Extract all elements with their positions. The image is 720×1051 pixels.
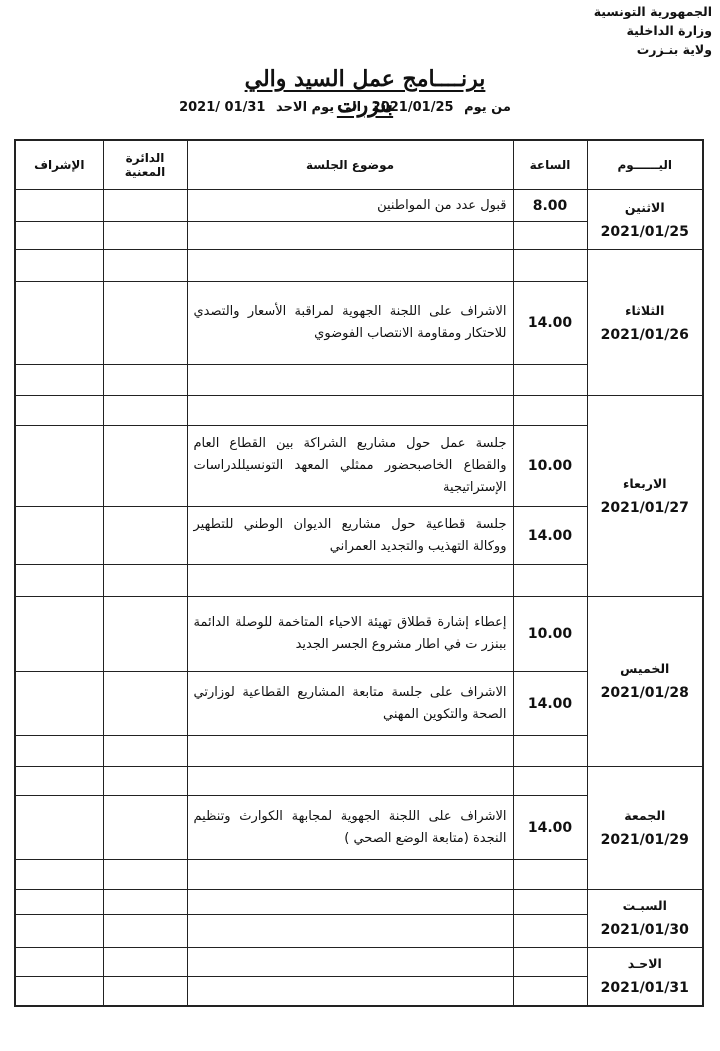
day-cell: الاثنين 2021/01/25 [587,190,703,250]
topic-cell: إعطاء إشارة قطلاق تهيئة الاحياء المتاخمة للوصلة الدائمة ببنزر ت في اطار مشروع الجسر الجديد [187,596,513,671]
date-range-to: 2021/ 01/31 [179,100,266,115]
letterhead-ministry: وزارة الداخلية [626,23,712,38]
date-range-from-label: من يوم [464,100,511,115]
date-range-from: 2021/01/25 [371,100,454,115]
topic-cell: قبول عدد من المواطنين [187,190,513,222]
schedule-table [14,139,704,1007]
hour-cell: 14.00 [513,795,587,860]
day-cell: الاحـد 2021/01/31 [587,947,703,1006]
table-row [15,596,703,671]
header-day: اليــــــوم [587,140,703,190]
table-row [15,250,703,281]
day-cell: السبـت 2021/01/30 [587,889,703,947]
date-range-to-label: الى يوم الاحد [276,100,362,115]
header-hour: الساعة [513,140,587,190]
day-cell: الخميس 2021/01/28 [587,596,703,766]
topic-cell: الاشراف على اللجنة الجهوية لمجابهة الكوارث وتنظيم النجدة (متابعة الوضع الصحي ) [187,795,513,860]
table-row [15,889,703,914]
day-cell: الثلاثاء 2021/01/26 [587,250,703,396]
topic-cell: الاشراف على اللجنة الجهوية لمراقبة الأسعار والتصدي للاحتكار ومقاومة الانتصاب الفوضوي [187,281,513,364]
table-row [15,396,703,425]
hour-cell: 14.00 [513,671,587,736]
topic-cell: الاشراف على جلسة متابعة المشاريع القطاعية لوزارتي الصحة والتكوين المهني [187,671,513,736]
header-dept: الدائرة المعنية [103,140,187,190]
hour-cell: 8.00 [513,190,587,222]
hour-cell: 10.00 [513,596,587,671]
header-topic: موضوع الجلسة [187,140,513,190]
hour-cell: 10.00 [513,425,587,506]
topic-cell: جلسة عمل حول مشاريع الشراكة بين القطاع العام والقطاع الخاصبحضور ممثلي المعهد التونسيللدراسات الإستراتيجية [187,425,513,506]
day-cell: الجمعة 2021/01/29 [587,766,703,889]
header-supervision: الإشراف [15,140,103,190]
date-range [170,100,520,115]
table-header-row [15,140,703,190]
letterhead-republic: الجمهورية التونسية [593,4,712,19]
table-row [15,947,703,976]
letterhead-governorate: ولاية بنـزرت [636,42,712,57]
hour-cell: 14.00 [513,281,587,364]
topic-cell: جلسة قطاعية حول مشاريع الديوان الوطني للتطهير ووكالة التهذيب والتجديد العمراني [187,506,513,564]
hour-cell: 14.00 [513,506,587,564]
table-row [15,190,703,222]
day-cell: الاربعاء 2021/01/27 [587,396,703,596]
page-title: برنــــامج عمل السيد والي بنزرت [244,66,486,118]
letterhead [594,2,712,59]
table-row [15,766,703,795]
